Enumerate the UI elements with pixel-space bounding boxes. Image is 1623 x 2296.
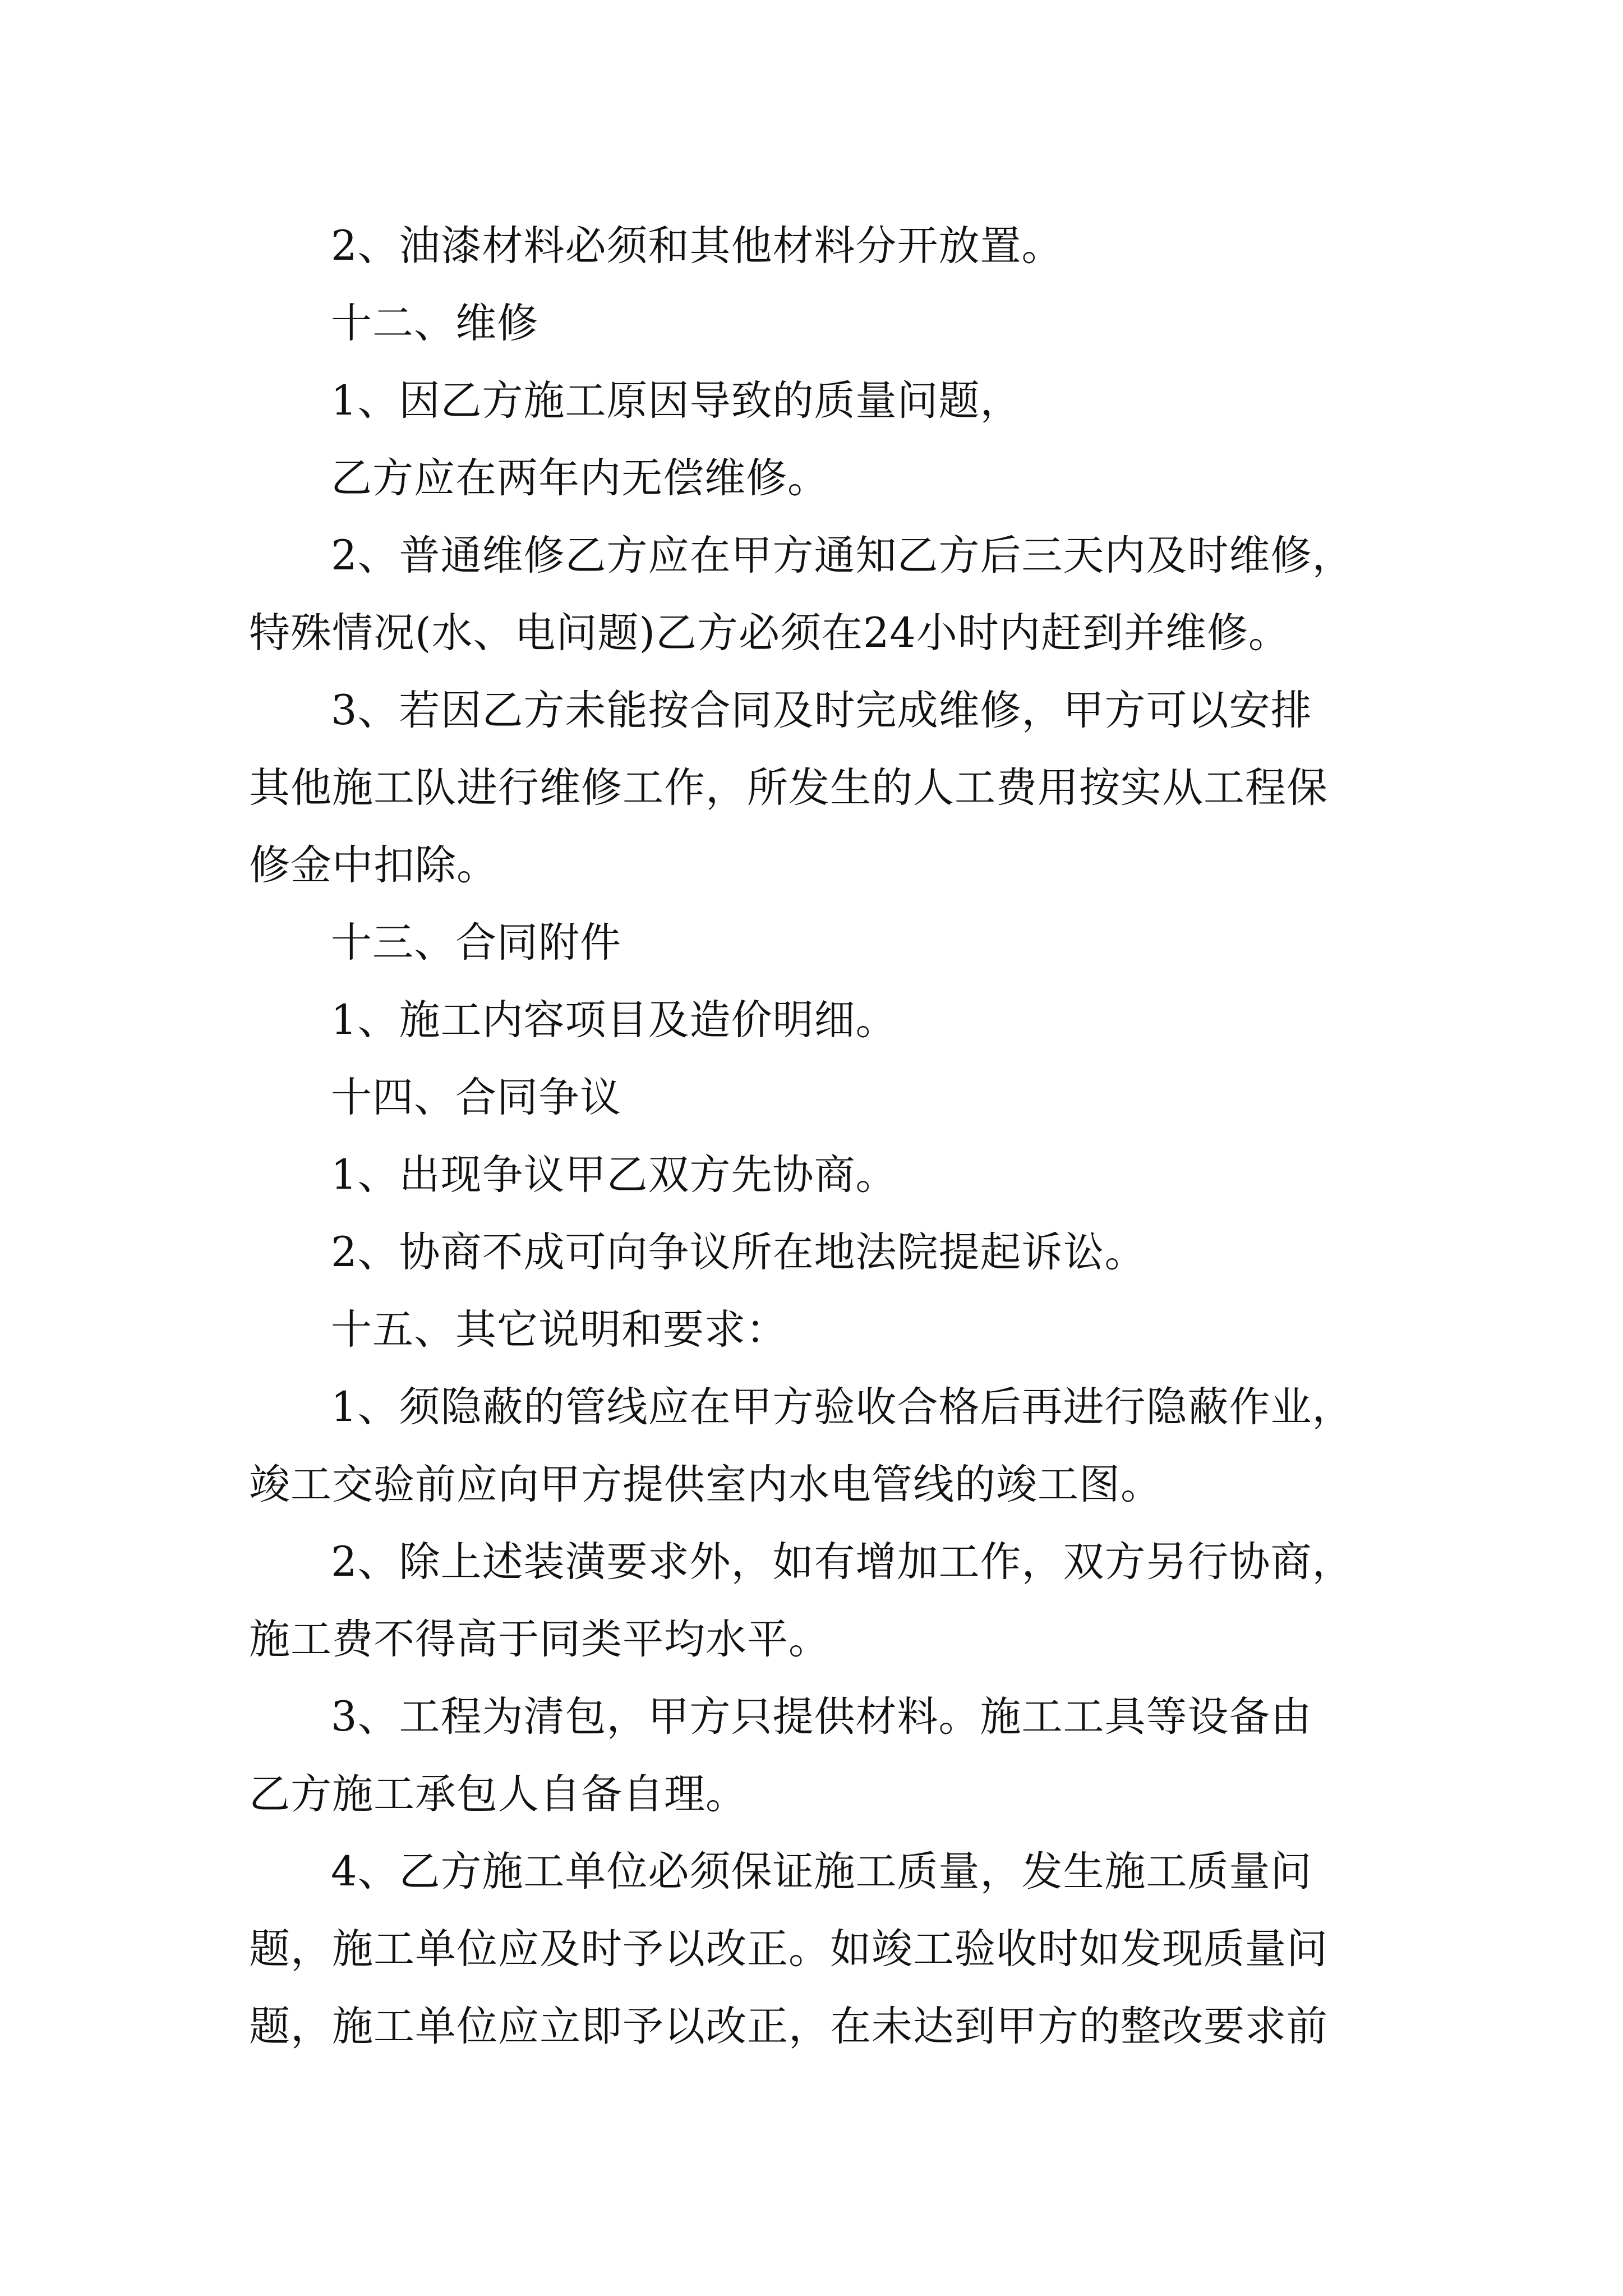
section-heading: 十三、合同附件 (331, 919, 621, 967)
section-heading: 十五、其它说明和要求： (331, 1306, 787, 1354)
paragraph-line: 1、因乙方施工原因导致的质量问题， (331, 377, 1022, 425)
paragraph-line: 4、乙方施工单位必须保证施工质量，发生施工质量问 (331, 1848, 1312, 1895)
paragraph-line: 竣工交验前应向甲方提供室内水电管线的竣工图。 (249, 1461, 1162, 1508)
paragraph-line: 2、油漆材料必须和其他材料分开放置。 (331, 222, 1063, 270)
paragraph-line: 2、普通维修乙方应在甲方通知乙方后三天内及时维修， (331, 532, 1354, 579)
paragraph-line: 2、协商不成可向争议所在地法院提起诉讼。 (331, 1228, 1146, 1276)
paragraph-line: 1、出现争议甲乙双方先协商。 (331, 1151, 897, 1199)
paragraph-line: 2、除上述装潢要求外，如有增加工作，双方另行协商， (331, 1538, 1354, 1586)
paragraph-line: 题，施工单位应立即予以改正，在未达到甲方的整改要求前 (249, 2003, 1328, 2050)
paragraph-line: 修金中扣除。 (249, 841, 498, 889)
paragraph-line: 题，施工单位应及时予以改正。如竣工验收时如发现质量问 (249, 1925, 1328, 1973)
section-heading: 十二、维修 (331, 300, 538, 347)
paragraph-line: 1、施工内容项目及造价明细。 (331, 996, 897, 1044)
paragraph-line: 施工费不得高于同类平均水平。 (249, 1616, 830, 1663)
paragraph-line: 3、工程为清包，甲方只提供材料。施工工具等设备由 (331, 1693, 1312, 1741)
section-heading: 十四、合同争议 (331, 1074, 621, 1121)
paragraph-line: 其他施工队进行维修工作，所发生的人工费用按实从工程保 (249, 764, 1328, 812)
document-body (249, 208, 1376, 2065)
paragraph-line: 特殊情况(水、电问题)乙方必须在24小时内赶到并维修。 (249, 609, 1290, 657)
paragraph-line: 乙方应在两年内无偿维修。 (331, 454, 829, 502)
paragraph-line: 1、须隐蔽的管线应在甲方验收合格后再进行隐蔽作业， (331, 1383, 1354, 1431)
paragraph-line: 3、若因乙方未能按合同及时完成维修，甲方可以安排 (331, 687, 1312, 734)
paragraph-line: 乙方施工承包人自备自理。 (249, 1770, 747, 1818)
